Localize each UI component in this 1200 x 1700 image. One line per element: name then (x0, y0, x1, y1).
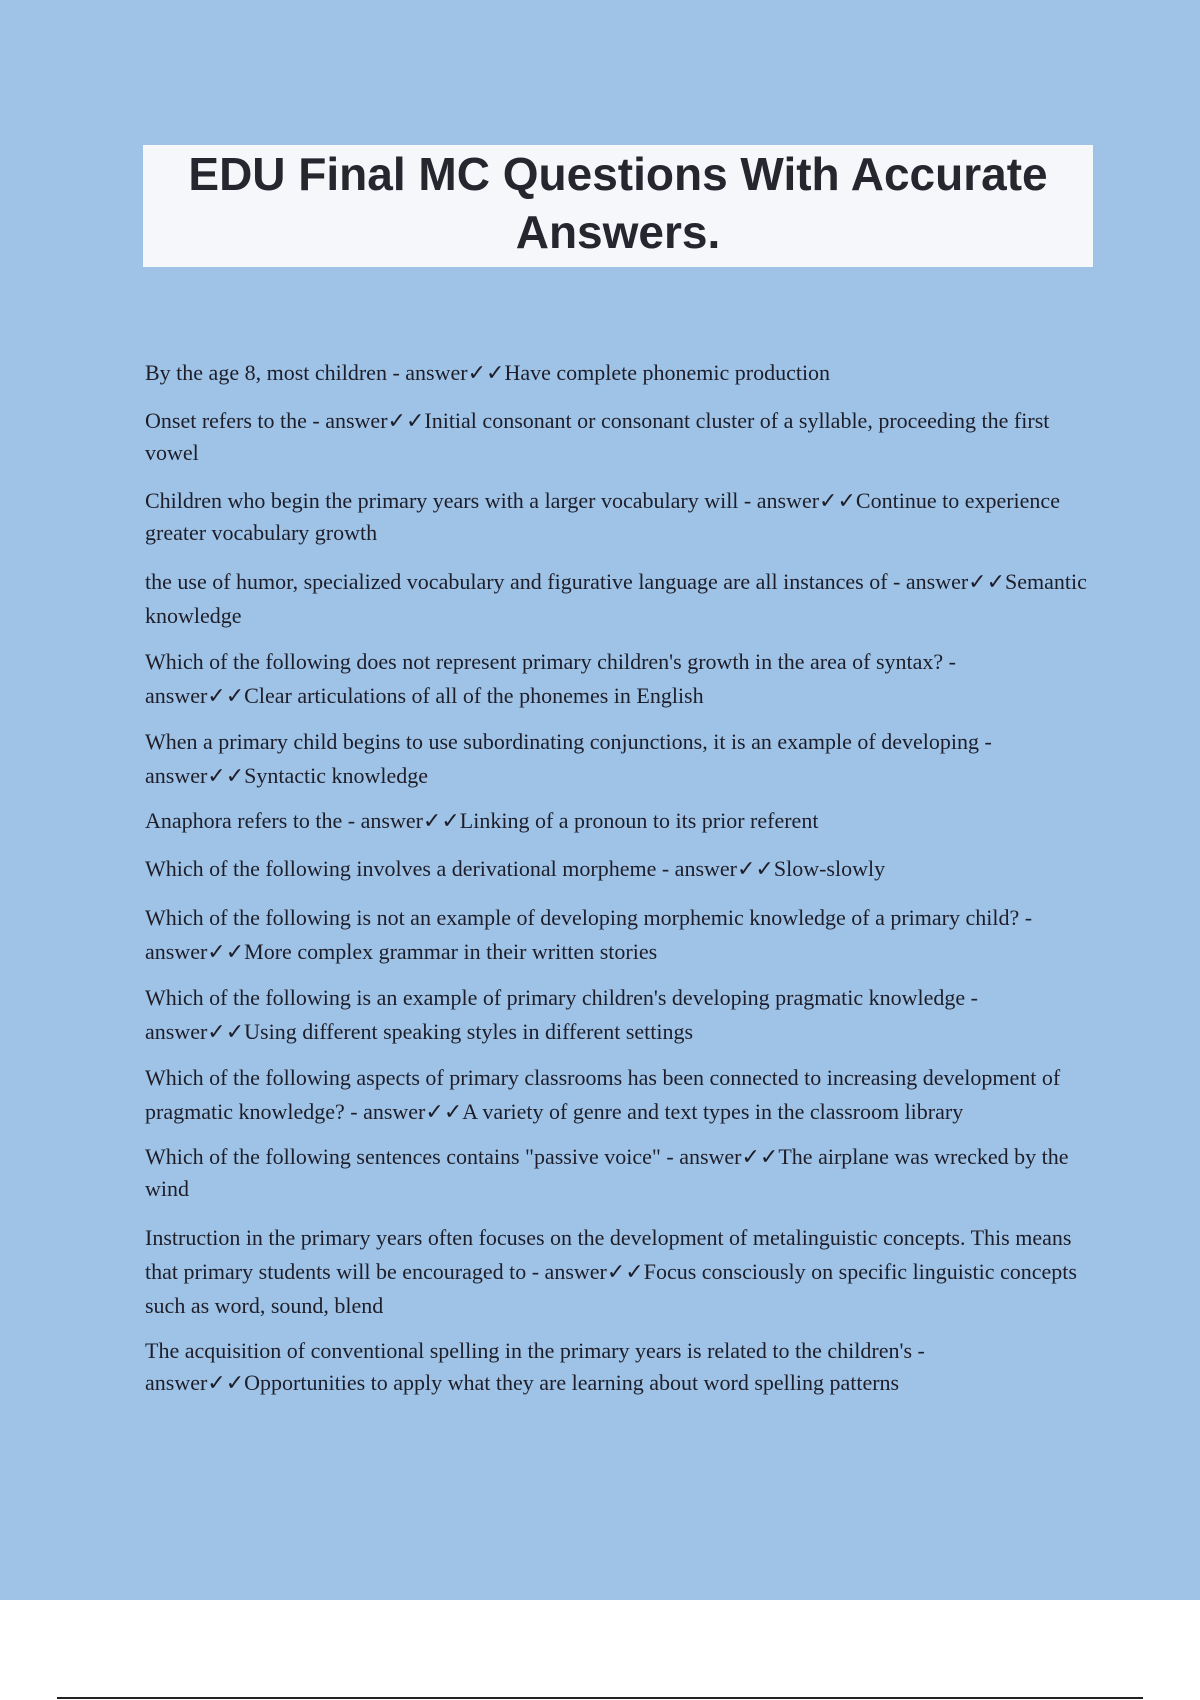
qa-item: Which of the following aspects of primary classrooms has been connected to increasing development of pragmatic knowledge? - answer✓✓A variety of genre and text types in the classroom library (145, 1065, 1061, 1124)
title-box (143, 145, 1093, 267)
qa-item: Children who begin the primary years with a larger vocabulary will - answer✓✓Continue to experience greater vocabulary growth (145, 488, 1060, 545)
qa-item: Which of the following sentences contains "passive voice" - answer✓✓The airplane was wrecked by the wind (145, 1144, 1069, 1201)
footer-rule (57, 1697, 1143, 1699)
qa-item: The acquisition of conventional spelling in the primary years is related to the children's - answer✓✓Opportunities to apply what they are learning about word spelling patterns (145, 1338, 925, 1395)
qa-item: Instruction in the primary years often focuses on the development of metalinguistic concepts. This means that primary students will be encouraged to - answer✓✓Focus consciously on specific linguistic concepts such as word, sound, blend (145, 1225, 1077, 1318)
qa-list (145, 357, 1090, 1415)
qa-item: When a primary child begins to use subordinating conjunctions, it is an example of developing - answer✓✓Syntactic knowledge (145, 729, 992, 788)
qa-item: Anaphora refers to the - answer✓✓Linking of a pronoun to its prior referent (145, 808, 819, 833)
qa-item: Onset refers to the - answer✓✓Initial consonant or consonant cluster of a syllable, proceeding the first vowel (145, 408, 1050, 465)
qa-item: the use of humor, specialized vocabulary and figurative language are all instances of - answer✓✓Semantic knowledge (145, 569, 1087, 628)
qa-item: Which of the following involves a derivational morpheme - answer✓✓Slow-slowly (145, 856, 886, 881)
page-title-line-1: EDU Final MC Questions With Accurate (188, 148, 1048, 200)
qa-item: Which of the following is not an example of developing morphemic knowledge of a primary child? - answer✓✓More complex grammar in their written stories (145, 905, 1033, 964)
page-title-line-2: Answers. (515, 206, 721, 258)
qa-item: Which of the following is an example of primary children's developing pragmatic knowledge - answer✓✓Using different speaking styles in different settings (145, 985, 978, 1044)
qa-item: Which of the following does not represent primary children's growth in the area of syntax? - answer✓✓Clear articulations of all of the phonemes in English (145, 649, 956, 708)
qa-item: By the age 8, most children - answer✓✓Have complete phonemic production (145, 360, 831, 385)
